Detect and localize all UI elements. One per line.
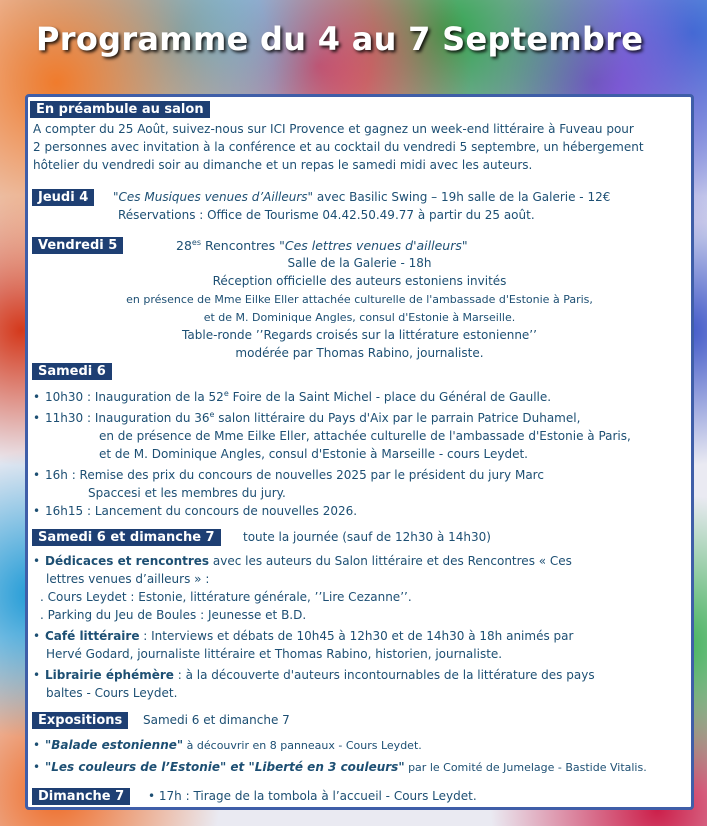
vendredi-line-4: et de M. Dominique Angles, consul d'Estonie à Marseille.: [203, 311, 516, 324]
bullet-icon: •: [33, 738, 41, 752]
samedi-item-3: [33, 467, 544, 484]
weekend-librairie-label: Librairie éphémère: [45, 668, 174, 682]
vendredi-rencontres-label: Rencontres: [201, 238, 280, 253]
expositions-item-1-rest: à découvrir en 8 panneaux - Cours Leydet.: [183, 739, 422, 752]
samedi-item-2-a: 11h30 : Inauguration du 36: [45, 411, 210, 425]
vendredi-rencontres: [176, 237, 468, 254]
section-header-weekend: Samedi 6 et dimanche 7: [32, 529, 221, 546]
weekend-dedicaces-label: Dédicaces et rencontres: [45, 554, 210, 568]
samedi-item-4: [33, 503, 357, 520]
weekend-cafe-label: Café littéraire: [45, 629, 140, 643]
weekend-cafe-line-2: Hervé Godard, journaliste littéraire et Thomas Rabino, historien, journaliste.: [46, 647, 503, 661]
samedi-item-1-b: Foire de la Saint Michel - place du Général de Gaulle.: [228, 390, 552, 404]
jeudi-line-1: [113, 189, 610, 206]
samedi-item-3-line-1: 16h : Remise des prix du concours de nouvelles 2025 par le président du jury Marc: [45, 468, 544, 482]
weekend-dedicaces-line-1: avec les auteurs du Salon littéraire et des Rencontres « Ces: [209, 554, 572, 568]
vendredi-line-2: Réception officielle des auteurs estoniens invités: [212, 274, 507, 288]
section-header-jeudi: Jeudi 4: [32, 189, 94, 206]
jeudi-quote: ": [113, 190, 119, 204]
vendredi-line-5: Table-ronde ’’Regards croisés sur la littérature estonienne’’: [182, 328, 537, 342]
preambule-line-2: 2 personnes avec invitation à la conférence et au cocktail du vendredi 5 septembre, un hébergement: [33, 140, 644, 154]
expositions-item-2-title: "Les couleurs de l’Estonie" et "Liberté en 3 couleurs": [45, 760, 405, 774]
expositions-item-1-title: "Balade estonienne": [45, 738, 184, 752]
section-header-samedi: Samedi 6: [32, 363, 112, 380]
expositions-item-1: [33, 737, 422, 754]
vendredi-line-6: modérée par Thomas Rabino, journaliste.: [235, 346, 484, 360]
samedi-item-2-b: salon littéraire du Pays d'Aix par le parrain Patrice Duhamel,: [214, 411, 581, 425]
section-header-preambule: En préambule au salon: [30, 101, 210, 118]
bullet-icon: •: [33, 504, 41, 518]
vendredi-line-1: Salle de la Galerie - 18h: [287, 256, 432, 270]
expositions-item-2-rest: par le Comité de Jumelage - Bastide Vitalis.: [404, 761, 647, 774]
weekend-subtitle: toute la journée (sauf de 12h30 à 14h30): [243, 530, 491, 544]
vendredi-rencontres-title: "Ces lettres venues d'ailleurs": [279, 238, 468, 253]
expositions-subtitle: Samedi 6 et dimanche 7: [143, 713, 290, 727]
jeudi-line-2: Réservations : Office de Tourisme 04.42.50.49.77 à partir du 25 août.: [118, 208, 535, 222]
bullet-icon: •: [33, 760, 41, 774]
jeudi-event-details: " avec Basilic Swing – 19h salle de la Galerie - 12€: [307, 190, 611, 204]
bullet-icon: •: [33, 468, 41, 482]
jeudi-event-title: Ces Musiques venues d’Ailleurs: [118, 190, 308, 204]
samedi-item-2-sup: e: [209, 410, 215, 419]
section-header-dimanche: Dimanche 7: [32, 788, 130, 805]
samedi-item-1-sup: e: [223, 389, 229, 398]
preambule-line-3: hôtelier du vendredi soir au dimanche et un repas le samedi midi avec les auteurs.: [33, 158, 533, 172]
samedi-item-1: [33, 389, 551, 406]
dimanche-item: • 17h : Tirage de la tombola à l’accueil - Cours Leydet.: [148, 789, 477, 803]
vendredi-edition-number: 28: [176, 238, 192, 253]
samedi-item-2-line-2: en de présence de Mme Eilke Eller, attachée culturelle de l'ambassade d'Estonie à Paris,: [99, 429, 631, 443]
weekend-dedicaces: [33, 553, 572, 570]
weekend-parking: . Parking du Jeu de Boules : Jeunesse et B.D.: [40, 608, 307, 622]
samedi-item-2-line-3: et de M. Dominique Angles, consul d'Estonie à Marseille - cours Leydet.: [99, 447, 528, 461]
weekend-cafe-line-1: : Interviews et débats de 10h45 à 12h30 et de 14h30 à 18h animés par: [139, 629, 574, 643]
weekend-librairie-line-2: baltes - Cours Leydet.: [46, 686, 178, 700]
page-title: Programme du 4 au 7 Septembre: [36, 20, 644, 58]
bullet-icon: •: [33, 411, 41, 425]
programme-panel: [25, 94, 694, 810]
preambule-line-1: A compter du 25 Août, suivez-nous sur ICI Provence et gagnez un week-end littéraire à Fuveau pour: [33, 122, 634, 136]
expositions-item-2: [33, 759, 647, 776]
samedi-item-4-text: 16h15 : Lancement du concours de nouvelles 2026.: [45, 504, 358, 518]
section-header-vendredi: Vendredi 5: [32, 237, 123, 254]
bullet-icon: •: [33, 668, 41, 682]
vendredi-line-3: en présence de Mme Eilke Eller attachée culturelle de l'ambassade d'Estonie à Paris,: [126, 293, 593, 306]
bullet-icon: •: [33, 390, 41, 404]
weekend-cafe: [33, 628, 573, 645]
samedi-item-2: [33, 410, 580, 427]
programme-content: [28, 97, 691, 807]
bullet-icon: •: [33, 629, 41, 643]
section-header-expositions: Expositions: [32, 712, 128, 729]
vendredi-edition-sup: es: [191, 237, 201, 247]
weekend-cours: . Cours Leydet : Estonie, littérature générale, ’’Lire Cezanne’’.: [40, 590, 412, 604]
samedi-item-1-a: 10h30 : Inauguration de la 52: [45, 390, 224, 404]
samedi-item-3-line-2: Spaccesi et les membres du jury.: [88, 486, 286, 500]
weekend-librairie-line-1: : à la découverte d'auteurs incontournables de la littérature des pays: [173, 668, 595, 682]
weekend-librairie: [33, 667, 595, 684]
bullet-icon: •: [33, 554, 41, 568]
weekend-dedicaces-line-2: lettres venues d’ailleurs » :: [46, 572, 210, 586]
